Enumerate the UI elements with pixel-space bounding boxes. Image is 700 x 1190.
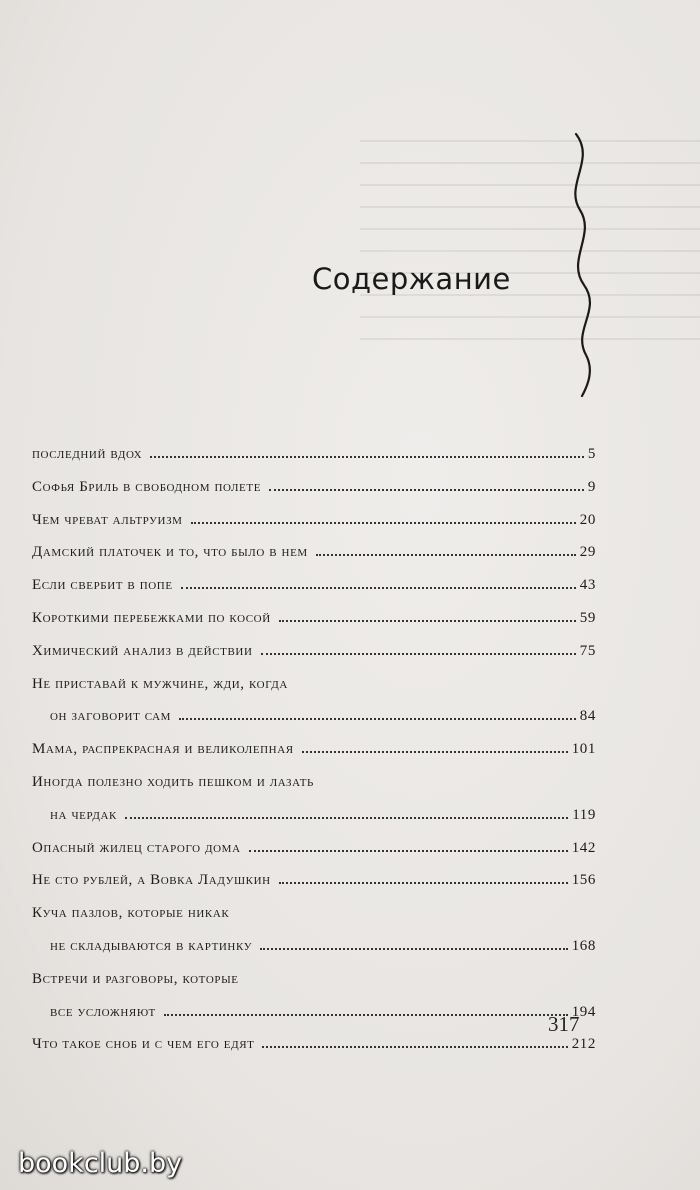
toc-entry-title: Химический анализ в действии	[32, 642, 253, 659]
toc-entry-page: 59	[579, 609, 596, 626]
toc-entry-page: 194	[571, 1003, 596, 1020]
toc-entry-page: 9	[587, 478, 596, 495]
toc-entry	[32, 741, 596, 774]
toc-entry	[32, 1004, 596, 1037]
table-of-contents	[32, 446, 596, 1069]
toc-entry-title: Мама, распрекрасная и великолепная	[32, 741, 294, 758]
toc-entry-title: Не приставай к мужчине, жди, когда	[32, 675, 288, 692]
toc-entry	[32, 676, 596, 709]
toc-entry-page: 101	[571, 741, 596, 758]
toc-entry-title: Чем чреват альтруизм	[32, 511, 183, 528]
leader-dots	[279, 882, 568, 884]
toc-entry-page: 43	[579, 577, 596, 594]
toc-entry-title: последний вдох	[32, 446, 143, 462]
leader-dots	[150, 456, 584, 458]
decorative-squiggle	[560, 130, 608, 400]
leader-dots	[125, 817, 568, 819]
leader-dots	[249, 850, 568, 852]
toc-entry	[32, 872, 596, 905]
leader-dots	[302, 751, 568, 753]
toc-entry-page: 156	[571, 872, 596, 889]
toc-entry-title: Что такое сноб и с чем его едят	[32, 1036, 255, 1053]
toc-entry-title: не складываются в картинку	[50, 937, 253, 954]
toc-entry-title: Софья Бриль в свободном полете	[32, 478, 262, 495]
toc-entry	[32, 1036, 596, 1069]
toc-entry-page: 142	[571, 839, 596, 856]
toc-entry-title: он заговорит сам	[50, 708, 172, 725]
toc-entry-page: 84	[579, 708, 596, 725]
toc-entry-title: Не сто рублей, а Вовка Ладушкин	[32, 872, 271, 889]
leader-dots	[179, 718, 576, 720]
toc-entry	[32, 512, 596, 545]
toc-entry-title: Короткими перебежками по косой	[32, 609, 271, 626]
toc-entry-title: Иногда полезно ходить пешком и лазать	[32, 773, 314, 790]
toc-entry-title: Дамский платочек и то, что было в нем	[32, 544, 308, 561]
toc-entry	[32, 544, 596, 577]
toc-entry-title: все усложняют	[50, 1003, 156, 1020]
toc-entry	[32, 840, 596, 873]
toc-entry	[32, 479, 596, 512]
toc-entry-title: Куча пазлов, которые никак	[32, 905, 230, 922]
toc-entry-title: Если свербит в попе	[32, 577, 173, 594]
toc-entry-title: Опасный жилец старого дома	[32, 839, 241, 856]
leader-dots	[261, 653, 576, 655]
leader-dots	[260, 948, 568, 950]
toc-entry	[32, 905, 596, 938]
toc-entry-page: 212	[571, 1036, 596, 1053]
toc-entry-page: 119	[572, 806, 596, 823]
toc-entry	[32, 643, 596, 676]
toc-entry-page: 29	[579, 544, 596, 561]
page-title: Содержание	[312, 262, 511, 296]
toc-entry-page: 168	[571, 937, 596, 954]
toc-entry-title: на чердак	[50, 806, 117, 823]
watermark: bookclub.by	[18, 1148, 183, 1179]
toc-entry-page: 20	[579, 511, 596, 528]
leader-dots	[181, 587, 576, 589]
toc-entry	[32, 708, 596, 741]
toc-entry-page: 75	[579, 642, 596, 659]
toc-entry-page: 5	[587, 446, 596, 462]
leader-dots	[316, 554, 576, 556]
leader-dots	[279, 620, 576, 622]
toc-entry	[32, 774, 596, 807]
toc-entry-title: Встречи и разговоры, которые	[32, 970, 239, 987]
leader-dots	[269, 489, 584, 491]
toc-entry	[32, 610, 596, 643]
leader-dots	[262, 1046, 567, 1048]
toc-entry	[32, 446, 596, 479]
page-number: 317	[548, 1012, 580, 1036]
toc-entry	[32, 807, 596, 840]
leader-dots	[164, 1014, 568, 1016]
toc-entry	[32, 971, 596, 1004]
toc-entry	[32, 938, 596, 971]
toc-entry	[32, 577, 596, 610]
leader-dots	[191, 522, 576, 524]
